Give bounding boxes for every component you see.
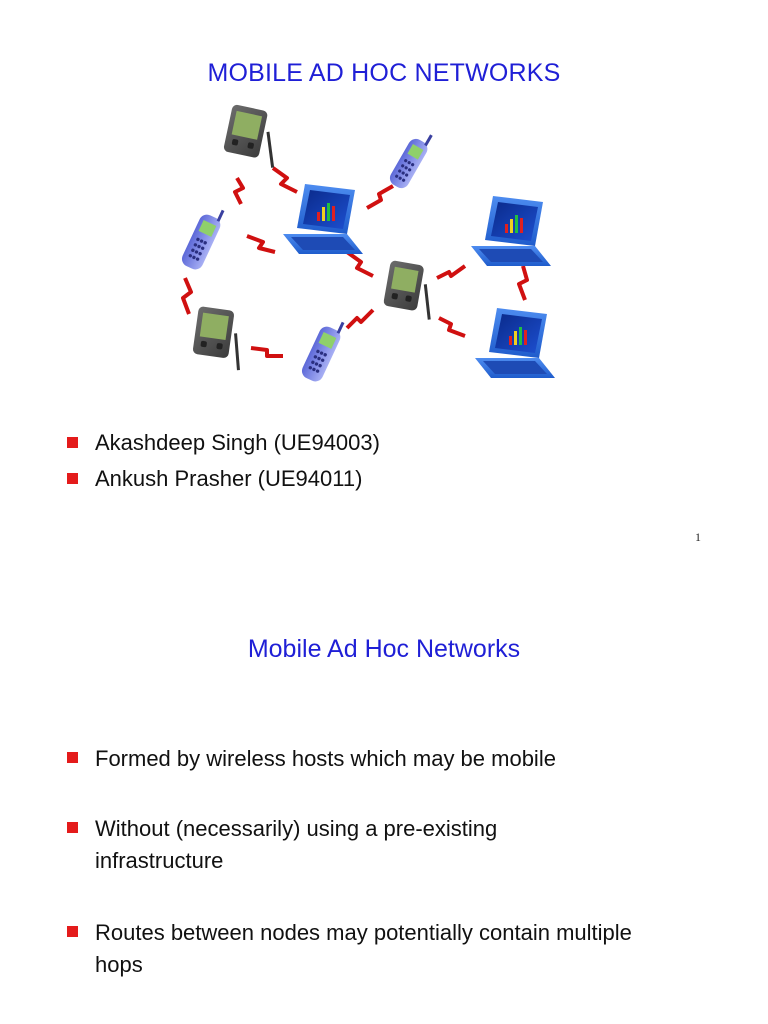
- adhoc-network-illustration: [175, 96, 595, 406]
- wireless-link-icon: [519, 266, 527, 300]
- laptop-icon: [475, 308, 555, 378]
- bullet-square-icon: [67, 752, 78, 763]
- wireless-link-icon: [437, 266, 465, 278]
- page-number: 1: [695, 530, 701, 544]
- list-item: Formed by wireless hosts which may be mobile: [67, 743, 655, 775]
- wireless-link-icon: [273, 168, 297, 192]
- wireless-link-icon: [183, 278, 191, 314]
- wireless-link-icon: [347, 252, 373, 276]
- slide-title: MOBILE AD HOC NETWORKS: [207, 59, 561, 87]
- list-item: Without (necessarily) using a pre-existing infrastructure: [67, 813, 615, 877]
- pda-icon: [222, 104, 284, 168]
- wireless-link-icon: [251, 348, 283, 356]
- wireless-links: [183, 168, 527, 356]
- bullet-square-icon: [67, 926, 78, 937]
- list-item: Routes between nodes may potentially contain multiple hops: [67, 917, 655, 981]
- laptop-icon: [283, 184, 363, 254]
- pda-icon: [191, 306, 247, 370]
- list-item: Ankush Prasher (UE94011): [67, 464, 380, 494]
- cellphone-icon: [299, 315, 347, 384]
- laptop-icon: [471, 196, 551, 266]
- author-list: [67, 428, 380, 500]
- wireless-link-icon: [247, 236, 275, 252]
- wireless-link-icon: [347, 310, 373, 328]
- wireless-link-icon: [367, 186, 393, 208]
- bullet-square-icon: [67, 822, 78, 833]
- wireless-link-icon: [439, 318, 465, 336]
- cellphone-icon: [179, 203, 227, 272]
- bullet-square-icon: [67, 473, 78, 484]
- bullet-square-icon: [67, 437, 78, 448]
- slide-2: [0, 560, 768, 1024]
- slide-title: Mobile Ad Hoc Networks: [247, 635, 521, 663]
- cellphone-icon: [387, 127, 435, 191]
- definition-list: [67, 743, 655, 1019]
- wireless-link-icon: [235, 178, 243, 204]
- pda-icon: [382, 260, 438, 320]
- list-item: Akashdeep Singh (UE94003): [67, 428, 380, 458]
